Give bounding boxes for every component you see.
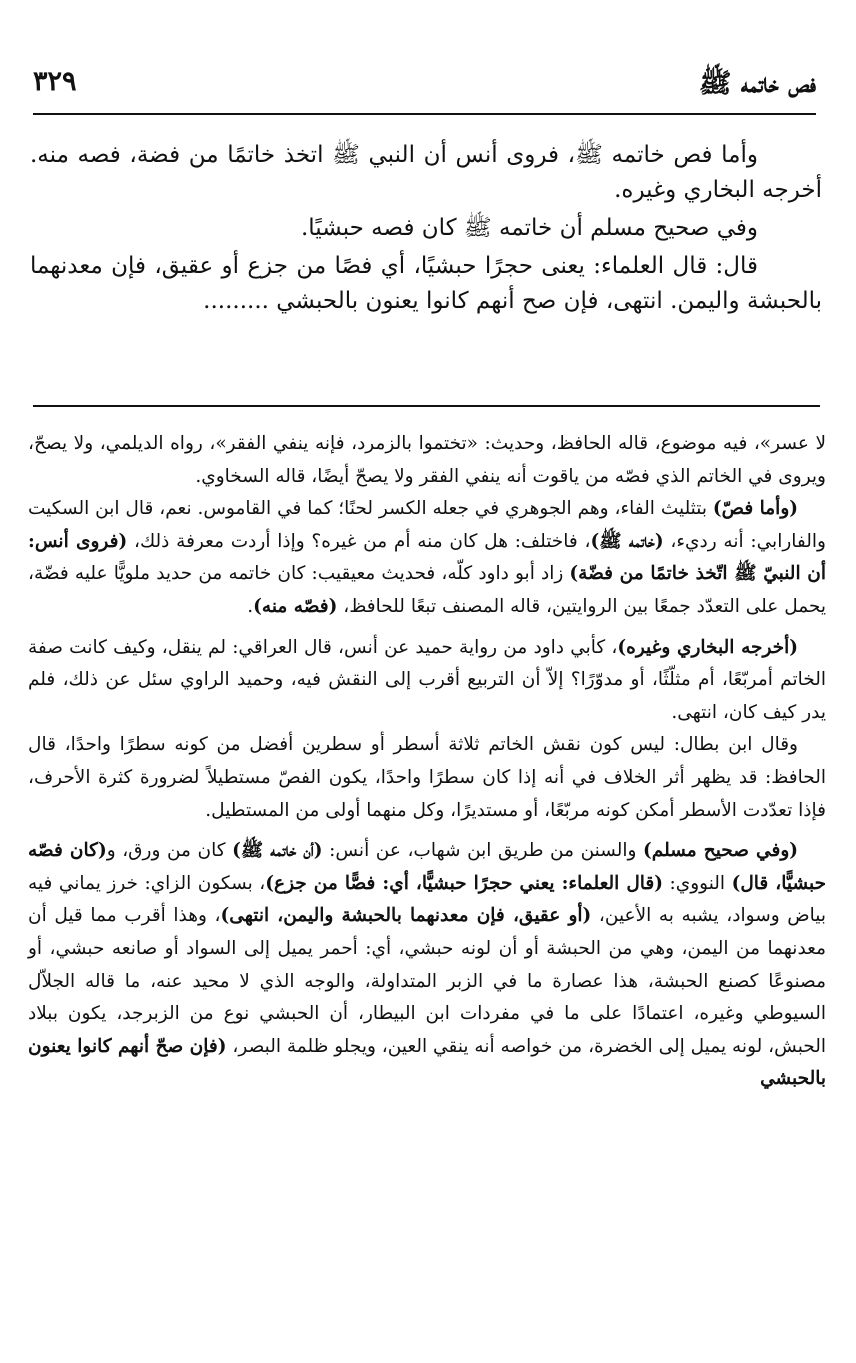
commentary-text: والسنن من طريق ابن شهاب، عن أنس: xyxy=(322,840,644,862)
commentary-text: ، بسكون الزاي: خرز يماني فيه بياض وسواد، يشبه به الأعين، xyxy=(28,872,826,927)
commentary-text: زاد أبو داود كلّه، فحديث معيقيب: كان خاتمه من حديد ملويًّا عليه فضّة، يحمل على التعدّد جمعًا بين الروايتين، قاله المصنف تبعًا للحافظ، xyxy=(28,563,826,617)
commentary xyxy=(28,428,826,1096)
page-number: ٣٢٩ xyxy=(33,66,77,97)
quoted-text: (قال العلماء: يعني حجرًا حبشيًّا، أي: فصًّا من جزع) xyxy=(265,872,663,894)
main-paragraph-2: وفي صحيح مسلم أن خاتمه ﷺ كان فصه حبشيًا. xyxy=(300,215,758,241)
quoted-text: (أن خاتمه ﷺ) xyxy=(232,840,323,862)
commentary-text: ، فاختلف: هل كان منه أم من غيره؟ وإذا أردت معرفة ذلك، xyxy=(127,530,591,552)
commentary-text: ، كأبي داود من رواية حميد عن أنس، قال العراقي: لم ينقل، وكيف كانت صفة الخاتم أمربّعًا، أم مثلّثًا، أو مدوّرًا؟ إلاّ أن التربيع أقرب إلى النقش فيه، وحميد الراوي سئل عن ذلك، فلم يدر كيف كان، انتهى. xyxy=(28,636,826,723)
commentary-text: ، وهذا أقرب مما قيل أن معدنهما من اليمن، وهي من الحبشة أو أن لونه حبشي، أي: أحمر يميل إلى السواد أو صانعه حبشي، أو مصنوعًا كصنع الحبشة، هذا عصارة ما في الزبر المتداولة، والوجه الذي لا محيد عنه، ما قاله الجلاّل السيوطي وغيره، اعتمادًا على ما في مفردات ابن البيطار، أن الحبشي نوع من الزبرجد، يكون ببلاد الحبش، لونه يميل إلى الخضرة، من خواصه أنه ينقي العين، ويجلو ظلمة البصر، xyxy=(28,905,827,1057)
page-header xyxy=(33,62,816,106)
commentary-paragraph-3 xyxy=(28,632,826,730)
quoted-text: (أو عقيق، فإن معدنهما بالحبشة واليمن، انتهى) xyxy=(220,905,592,927)
commentary-paragraph-5 xyxy=(28,835,826,1096)
quoted-text: (وأما فصّ) xyxy=(712,498,799,520)
quoted-text: (فإن صحّ أنهم كانوا يعنون بالحبشي xyxy=(28,1035,826,1090)
running-title: فص خاتمه ﷺ xyxy=(698,68,816,99)
quoted-text: (أخرجه البخاري وغيره) xyxy=(617,636,798,658)
footnote-separator xyxy=(33,405,820,407)
commentary-text: النووي: xyxy=(663,872,732,894)
commentary-paragraph-1: لا عسر»، فيه موضوع، قاله الحافظ، وحديث: «تختموا بالزمرد، فإنه ينفي الفقر»، رواه الديلمي، ولا يصحّ، ويروى في الخاتم الذي فصّه من ياقوت أنه ينفي الفقر ولا يصحّ أيضًا، قاله السخاوي. xyxy=(28,433,826,487)
quoted-text: (فصّه منه) xyxy=(253,595,338,617)
quoted-text: (وفي صحيح مسلم) xyxy=(643,840,799,862)
quoted-text: (فروى أنس: أن النبيّ ﷺ اتّخذ خاتمًا من فضّة) xyxy=(28,530,826,585)
main-paragraph-1: وأما فص خاتمه ﷺ، فروى أنس أن النبي ﷺ اتخذ خاتمًا من فضة، فصه منه. أخرجه البخاري وغيره. xyxy=(30,142,822,203)
commentary-paragraph-4: وقال ابن بطال: ليس كون نقش الخاتم ثلاثة أسطر أو سطرين أفضل من كونه سطرًا واحدًا، قال الحافظ: قد يظهر أثر الخلاف في أنه إذا كان سطرًا واحدًا، يكون الفصّ مستطيلاً لضرورة كثرة الأحرف، فإذا تعدّدت الأسطر أمكن كونه مربّعًا، أو مستديرًا، وكل منهما أولى من المستطيل. xyxy=(28,734,826,821)
commentary-text: بتثليث الفاء، وهم الجوهري في جعله الكسر لحنًا؛ كما في القاموس. نعم، قال ابن السكيت والفارابي: أنه رديء، xyxy=(28,498,826,552)
commentary-text: . xyxy=(247,595,254,617)
header-rule xyxy=(33,113,816,115)
main-paragraph-3: قال: قال العلماء: يعنى حجرًا حبشيًا، أي فصًا من جزع أو عقيق، فإن معدنهما بالحبشة واليمن. انتهى، فإن صح أنهم كانوا يعنون بالحبشي ......... xyxy=(30,253,822,314)
commentary-text: كان من ورق، و xyxy=(106,840,233,862)
quoted-text: (خاتمه ﷺ) xyxy=(590,530,664,552)
main-text xyxy=(30,138,822,319)
commentary-paragraph-2 xyxy=(28,493,826,623)
quoted-text: (كان فصّه حبشيًّا، قال) xyxy=(28,840,827,894)
